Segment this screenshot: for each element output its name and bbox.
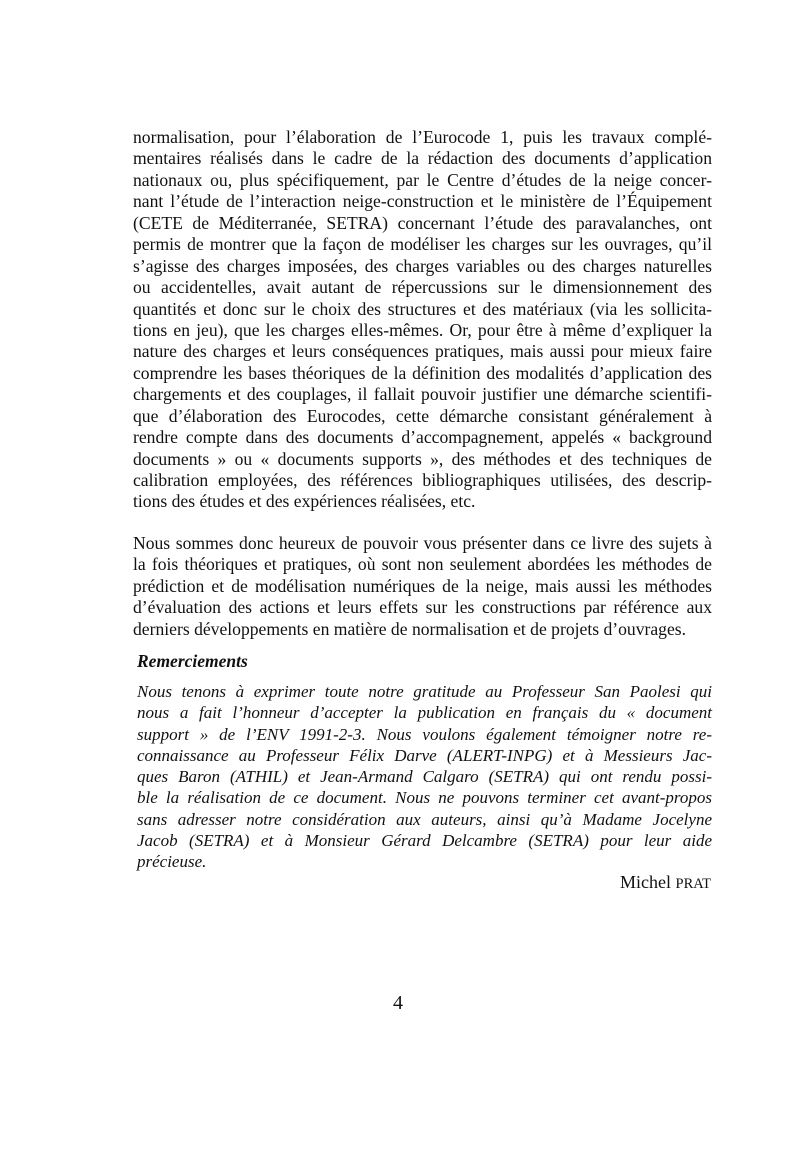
text-line: (CETE de Méditerranée, SETRA) concernant l’étude des paravalanches, ont — [133, 212, 712, 233]
text-line: nationaux ou, plus spécifiquement, par le Centre d’études de la neige concer- — [133, 169, 712, 190]
acknowledgements-heading: Remerciements — [137, 651, 248, 671]
text-line: normalisation, pour l’élaboration de l’Eurocode 1, puis les travaux complé- — [133, 127, 712, 147]
text-line: que d’élaboration des Eurocodes, cette démarche consistant généralement à — [133, 405, 712, 426]
text-line: s’agisse des charges imposées, des charges variables ou des charges naturelles — [133, 255, 712, 276]
text-line: ques Baron (ATHIL) et Jean-Armand Calgaro (SETRA) qui ont rendu possi- — [137, 767, 712, 787]
text-line: mentaires réalisés dans le cadre de la rédaction des documents d’application — [133, 148, 712, 169]
text-line: connaissance au Professeur Félix Darve (ALERT-INPG) et à Messieurs Jac- — [137, 745, 712, 765]
text-line: nous a fait l’honneur d’accepter la publication en français du « document — [137, 703, 712, 723]
text-line: calibration employées, des références bibliographiques utilisées, des descrip- — [133, 470, 712, 490]
text-line: support » de l’ENV 1991-2-3. Nous voulons également témoigner notre re- — [137, 724, 712, 744]
text-line: nant l’étude de l’interaction neige-construction et le ministère de l’Équipement — [133, 191, 712, 212]
paragraph-2 — [133, 533, 712, 640]
text-line: comprendre les bases théoriques de la définition des modalités d’application des — [133, 362, 712, 383]
page-number: 4 — [393, 992, 403, 1014]
text-line: ble la réalisation de ce document. Nous ne pouvons terminer cet avant-propos — [137, 788, 712, 808]
text-line: sans adresser notre considération aux auteurs, ainsi qu’à Madame Jocelyne — [137, 809, 712, 829]
text-line: la fois théoriques et pratiques, où sont non seulement abordées les méthodes de — [133, 554, 712, 575]
text-line: rendre compte dans des documents d’accompagnement, appelés « background — [133, 427, 712, 448]
text-line: tions des études et des expériences réalisées, etc. — [133, 491, 476, 512]
paragraph-1 — [133, 127, 712, 513]
text-line: précieuse. — [137, 852, 207, 872]
text-line: tions en jeu), que les charges elles-mêmes. Or, pour être à même d’expliquer la — [133, 319, 712, 340]
text-line: Nous sommes donc heureux de pouvoir vous présenter dans ce livre des sujets à — [133, 533, 712, 553]
text-line: Jacob (SETRA) et à Monsieur Gérard Delcambre (SETRA) pour leur aide — [137, 831, 712, 851]
signature-first-name: Michel — [620, 872, 676, 892]
text-line: quantités et donc sur le choix des structures et des matériaux (via les sollicita- — [133, 298, 712, 319]
acknowledgements-text — [137, 681, 712, 873]
text-line: chargements et des couplages, il fallait pouvoir justifier une démarche scientifi- — [133, 384, 712, 405]
text-line: ou accidentelles, avait autant de répercussions sur le dimensionnement des — [133, 277, 712, 298]
text-line: d’évaluation des actions et leurs effets sur les constructions par référence aux — [133, 597, 712, 618]
signature — [620, 872, 711, 893]
signature-last-name: PRAT — [675, 876, 711, 892]
text-line: permis de montrer que la façon de modéliser les charges sur les ouvrages, qu’il — [133, 234, 712, 255]
text-line: derniers développements en matière de normalisation et de projets d’ouvrages. — [133, 618, 687, 639]
text-line: prédiction et de modélisation numériques de la neige, mais aussi les méthodes — [133, 575, 712, 596]
text-line: nature des charges et leurs conséquences pratiques, mais aussi pour mieux faire — [133, 341, 712, 362]
text-line: Nous tenons à exprimer toute notre gratitude au Professeur San Paolesi qui — [137, 682, 712, 701]
text-line: documents » ou « documents supports », des méthodes et des techniques de — [133, 448, 712, 469]
